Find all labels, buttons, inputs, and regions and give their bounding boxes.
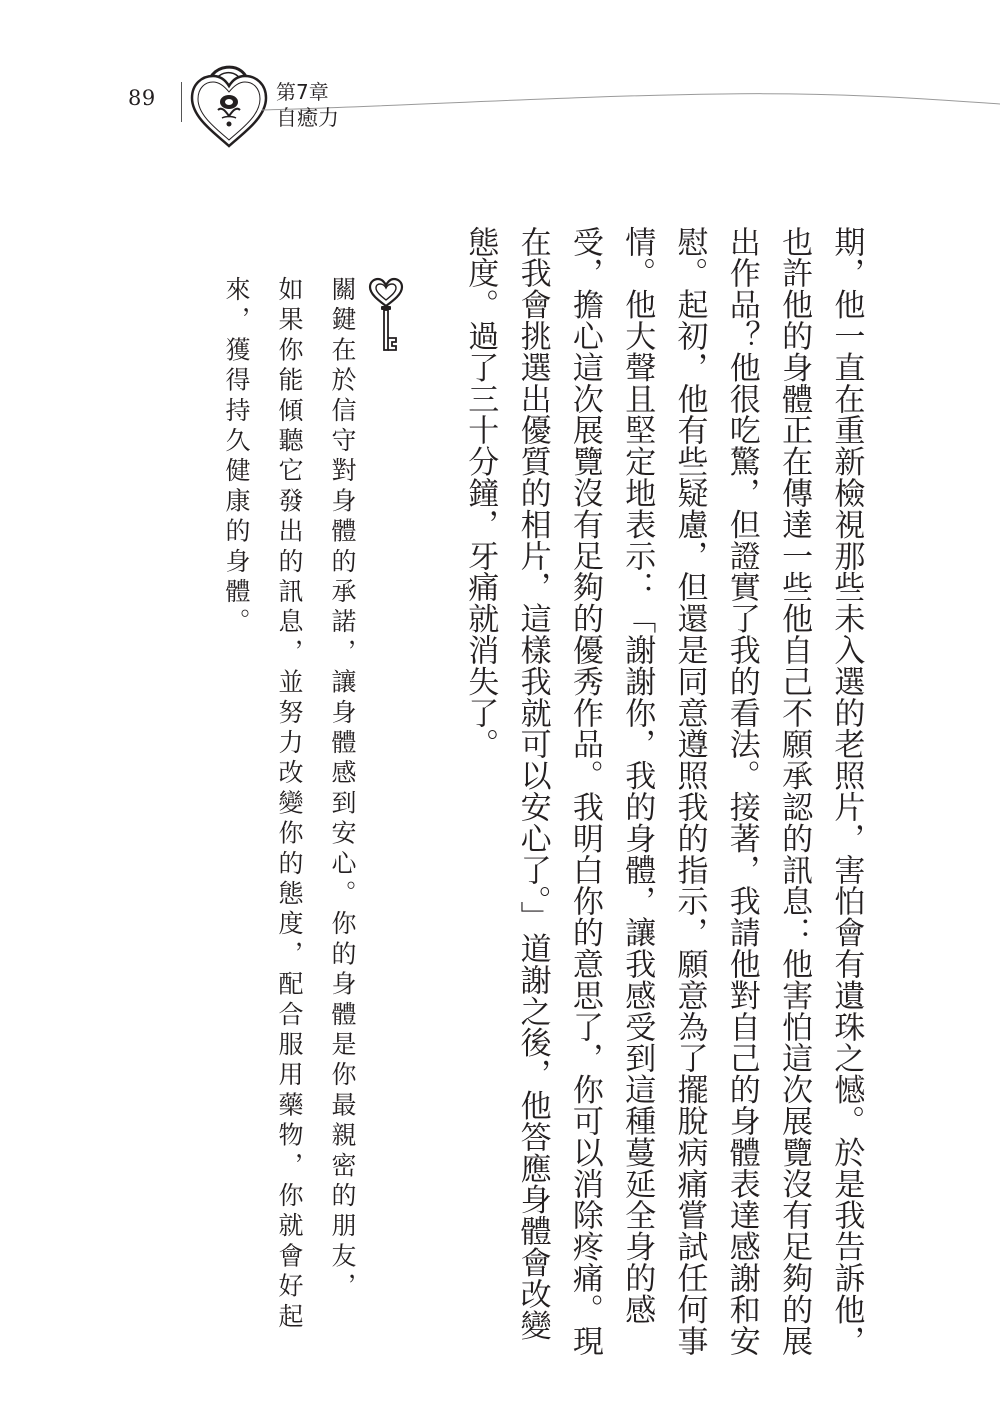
text-column: 態度。過了三十分鐘，牙痛就消失了。 — [462, 226, 499, 760]
text-column: 出作品？他很吃驚，但證實了我的看法。接著，我請他對自己的身體表達感謝和安 — [723, 226, 760, 1357]
quote-column: 關鍵在於信守對身體的承諾，讓身體感到安心。你的身體是你最親密的朋友， — [328, 276, 357, 1303]
header-divider — [181, 82, 182, 122]
quote-column: 如果你能傾聽它發出的訊息，並努力改變你的態度，配合服用藥物，你就會好起 — [275, 276, 304, 1333]
chapter-label: 第7章 — [276, 80, 329, 104]
heart-key-icon — [366, 276, 406, 356]
heart-padlock-icon — [186, 52, 272, 150]
chapter-title: 自癒力 — [276, 106, 339, 130]
text-column: 在我會挑選出優質的相片，這樣我就可以安心了。」道謝之後，他答應身體會改變 — [514, 226, 551, 1341]
text-column: 受，擔心這次展覽沒有足夠的優秀作品。我明白你的意思了，你可以消除疼痛。現 — [566, 226, 603, 1357]
text-column: 也許他的身體正在傳達一些他自己不願承認的訊息：他害怕這次展覽沒有足夠的展 — [776, 226, 813, 1357]
text-column: 慰。起初，他有些疑慮，但還是同意遵照我的指示，願意為了擺脫病痛嘗試任何事 — [671, 226, 708, 1357]
quote-column: 來，獲得持久健康的身體。 — [222, 276, 251, 639]
key-quote — [210, 276, 369, 1333]
main-paragraph — [454, 226, 872, 1357]
text-column: 期，他一直在重新檢視那些未入選的老照片，害怕會有遺珠之憾。於是我告訴他， — [828, 226, 865, 1357]
text-column: 情。他大聲且堅定地表示：「謝謝你，我的身體，讓我感受到這種蔓延全身的感 — [619, 226, 656, 1325]
header-rule — [262, 80, 1000, 120]
page-number: 89 — [128, 86, 156, 110]
